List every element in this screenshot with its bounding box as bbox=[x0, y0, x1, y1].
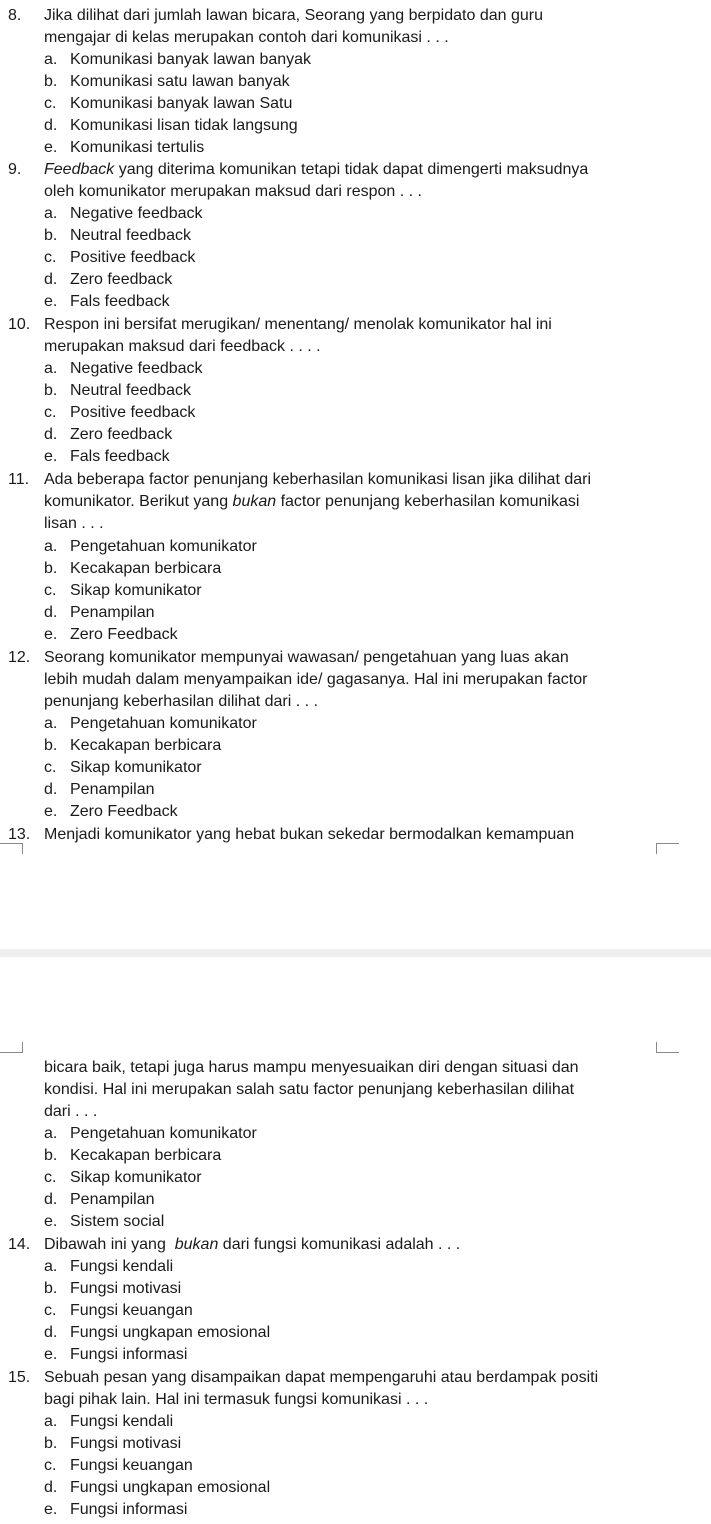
q11-option-b: b. Kecakapan berbicara bbox=[44, 560, 222, 577]
q13-line1: 13. Menjadi komunikator yang hebat bukan sekedar bermodalkan kemampuan bbox=[8, 826, 575, 843]
q12-option-b: b. Kecakapan berbicara bbox=[44, 737, 222, 754]
q9-line2: oleh komunikator merupakan maksud dari respon . . . bbox=[44, 183, 422, 200]
q13-option-e: e. Sistem social bbox=[44, 1213, 165, 1230]
q10-option-a: a. Negative feedback bbox=[44, 360, 203, 377]
q15-option-b: b. Fungsi motivasi bbox=[44, 1435, 182, 1452]
q15-line2: bagi pihak lain. Hal ini termasuk fungsi komunikasi . . . bbox=[44, 1391, 429, 1408]
page-corner-mark bbox=[656, 843, 679, 854]
q9-option-d: d. Zero feedback bbox=[44, 271, 173, 288]
page-corner-mark bbox=[0, 843, 23, 854]
q11-option-d: d. Penampilan bbox=[44, 604, 155, 621]
q11-option-a: a. Pengetahuan komunikator bbox=[44, 538, 257, 555]
q15-option-a: a. Fungsi kendali bbox=[44, 1413, 174, 1430]
q11-line1: 11. Ada beberapa factor penunjang keberhasilan komunikasi lisan jika dilihat dari bbox=[8, 471, 592, 488]
q14-option-a: a. Fungsi kendali bbox=[44, 1258, 174, 1275]
q11-option-c: c. Sikap komunikator bbox=[44, 582, 202, 599]
q9-option-c: c. Positive feedback bbox=[44, 249, 196, 266]
q9-option-b: b. Neutral feedback bbox=[44, 227, 191, 244]
q11-line2: komunikator. Berikut yang bukan factor penunjang keberhasilan komunikasi bbox=[44, 493, 580, 510]
q10-option-b: b. Neutral feedback bbox=[44, 382, 191, 399]
q14-line1: 14. Dibawah ini yang bukan dari fungsi komunikasi adalah . . . bbox=[8, 1236, 461, 1253]
q8-line1: 8. Jika dilihat dari jumlah lawan bicara, Seorang yang berpidato dan guru bbox=[8, 7, 543, 24]
q9-line1: 9. Feedback yang diterima komunikan tetapi tidak dapat dimengerti maksudnya bbox=[8, 161, 589, 178]
page-corner-mark bbox=[656, 1042, 679, 1053]
q12-option-c: c. Sikap komunikator bbox=[44, 759, 202, 776]
q15-option-e: e. Fungsi informasi bbox=[44, 1501, 188, 1518]
q12-option-e: e. Zero Feedback bbox=[44, 803, 178, 820]
page-corner-mark bbox=[0, 1042, 23, 1053]
q12-line3: penunjang keberhasilan dilihat dari . . . bbox=[44, 693, 318, 710]
q15-option-c: c. Fungsi keuangan bbox=[44, 1457, 193, 1474]
q10-line2: merupakan maksud dari feedback . . . . bbox=[44, 338, 321, 355]
q14-option-b: b. Fungsi motivasi bbox=[44, 1280, 182, 1297]
q12-line2: lebih mudah dalam menyampaikan ide/ gagasanya. Hal ini merupakan factor bbox=[44, 671, 588, 688]
q14-option-d: d. Fungsi ungkapan emosional bbox=[44, 1324, 271, 1341]
q11-option-e: e. Zero Feedback bbox=[44, 626, 178, 643]
q12-line1: 12. Seorang komunikator mempunyai wawasan/ pengetahuan yang luas akan bbox=[8, 649, 569, 666]
q9-option-a: a. Negative feedback bbox=[44, 205, 203, 222]
q10-option-d: d. Zero feedback bbox=[44, 426, 173, 443]
q8-option-d: d. Komunikasi lisan tidak langsung bbox=[44, 117, 298, 134]
q8-option-e: e. Komunikasi tertulis bbox=[44, 139, 205, 156]
page-break-divider bbox=[0, 949, 711, 957]
q13-option-b: b. Kecakapan berbicara bbox=[44, 1147, 222, 1164]
q11-line3: lisan . . . bbox=[44, 515, 104, 532]
q13-line2: bicara baik, tetapi juga harus mampu menyesuaikan diri dengan situasi dan bbox=[44, 1059, 579, 1076]
q10-line1: 10. Respon ini bersifat merugikan/ menentang/ menolak komunikator hal ini bbox=[8, 316, 552, 333]
q9-option-e: e. Fals feedback bbox=[44, 293, 170, 310]
q14-option-e: e. Fungsi informasi bbox=[44, 1346, 188, 1363]
q8-line2: mengajar di kelas merupakan contoh dari komunikasi . . . bbox=[44, 29, 449, 46]
q13-line3: kondisi. Hal ini merupakan salah satu factor penunjang keberhasilan dilihat bbox=[44, 1081, 575, 1098]
q15-line1: 15. Sebuah pesan yang disampaikan dapat mempengaruhi atau berdampak positi bbox=[8, 1369, 599, 1386]
q13-option-d: d. Penampilan bbox=[44, 1191, 155, 1208]
q8-option-c: c. Komunikasi banyak lawan Satu bbox=[44, 95, 293, 112]
q13-option-c: c. Sikap komunikator bbox=[44, 1169, 202, 1186]
q10-option-c: c. Positive feedback bbox=[44, 404, 196, 421]
q15-option-d: d. Fungsi ungkapan emosional bbox=[44, 1479, 271, 1496]
q14-option-c: c. Fungsi keuangan bbox=[44, 1302, 193, 1319]
q8-option-b: b. Komunikasi satu lawan banyak bbox=[44, 73, 290, 90]
q13-option-a: a. Pengetahuan komunikator bbox=[44, 1125, 257, 1142]
q13-line4: dari . . . bbox=[44, 1103, 98, 1120]
q10-option-e: e. Fals feedback bbox=[44, 448, 170, 465]
q12-option-a: a. Pengetahuan komunikator bbox=[44, 715, 257, 732]
q12-option-d: d. Penampilan bbox=[44, 781, 155, 798]
q8-option-a: a. Komunikasi banyak lawan banyak bbox=[44, 51, 312, 68]
